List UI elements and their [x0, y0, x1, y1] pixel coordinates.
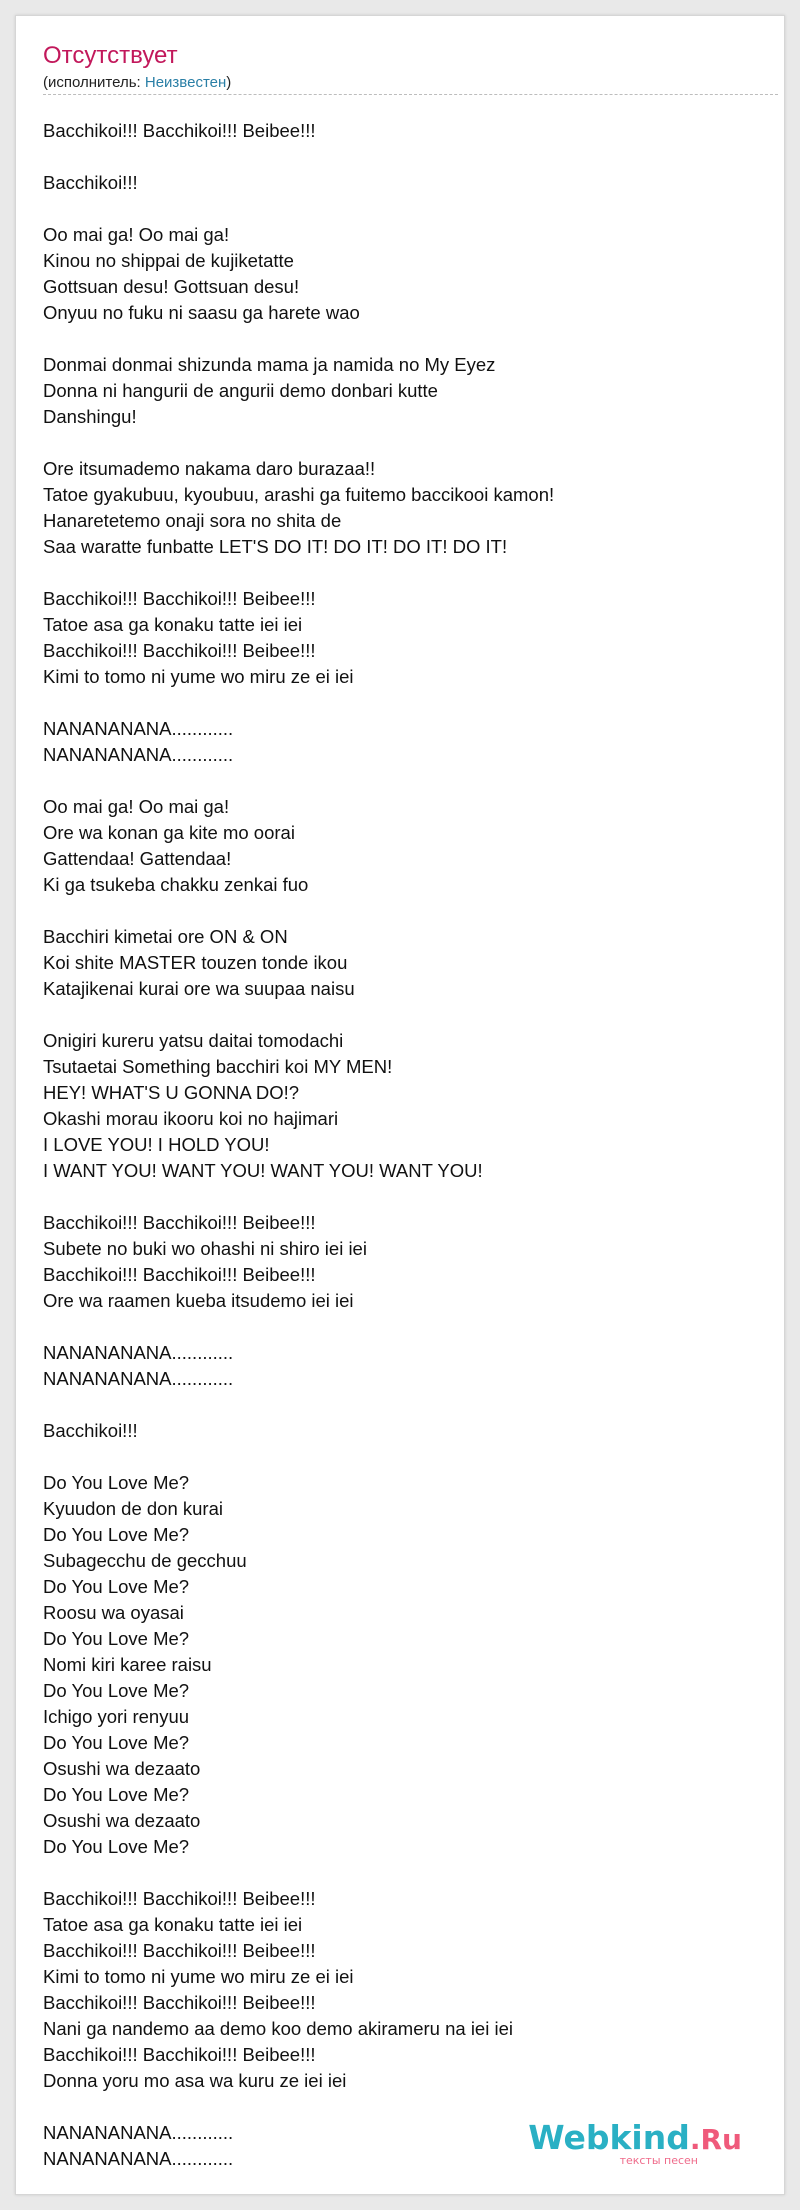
logo-word: Webkind	[528, 2118, 690, 2157]
artist-prefix: (исполнитель:	[43, 74, 145, 91]
lyric-line: Osushi wa dezaato	[43, 1810, 201, 1831]
lyric-line: Do You Love Me?	[43, 1836, 190, 1857]
stanza-gap	[43, 1002, 763, 1028]
lyric-line: Bacchikoi!!! Bacchikoi!!! Beibee!!!	[43, 1940, 316, 1961]
lyric-line: NANANANANA............	[43, 718, 234, 739]
lyric-line: Tatoe asa ga konaku tatte iei iei	[43, 614, 303, 635]
stanza-gap	[43, 196, 763, 222]
stanza-gap	[43, 326, 763, 352]
stanza-gap	[43, 1184, 763, 1210]
lyric-line: Tsutaetai Something bacchiri koi MY MEN!	[43, 1056, 393, 1077]
lyric-line: Bacchikoi!!! Bacchikoi!!! Beibee!!!	[43, 2044, 316, 2065]
lyric-line: Katajikenai kurai ore wa suupaa naisu	[43, 978, 355, 999]
lyric-line: Ore wa konan ga kite mo oorai	[43, 822, 295, 843]
lyric-line: Osushi wa dezaato	[43, 1758, 201, 1779]
stanza-gap	[43, 144, 763, 170]
lyric-line: Gottsuan desu! Gottsuan desu!	[43, 276, 300, 297]
lyric-line: NANANANANA............	[43, 1368, 234, 1389]
lyric-line: Bacchikoi!!! Bacchikoi!!! Beibee!!!	[43, 1888, 316, 1909]
lyric-line: Bacchikoi!!! Bacchikoi!!! Beibee!!!	[43, 1992, 316, 2013]
artist-line	[43, 73, 231, 93]
lyric-line: Donmai donmai shizunda mama ja namida no My Eyez	[43, 354, 496, 375]
lyric-line: Do You Love Me?	[43, 1732, 190, 1753]
lyric-line: Bacchikoi!!! Bacchikoi!!! Beibee!!!	[43, 588, 316, 609]
lyric-line: Ore itsumademo nakama daro burazaa!!	[43, 458, 376, 479]
lyric-line: Ore wa raamen kueba itsudemo iei iei	[43, 1290, 354, 1311]
lyric-line: Donna ni hangurii de angurii demo donbari kutte	[43, 380, 438, 401]
lyric-line: Kyuudon de don kurai	[43, 1498, 223, 1519]
lyric-line: Bacchikoi!!! Bacchikoi!!! Beibee!!!	[43, 120, 316, 141]
lyric-line: NANANANANA............	[43, 2148, 234, 2169]
lyric-line: Okashi morau ikooru koi no hajimari	[43, 1108, 339, 1129]
logo-tagline: тексты песен	[619, 2154, 698, 2167]
lyric-line: NANANANANA............	[43, 1342, 234, 1363]
stanza-gap	[43, 2094, 763, 2120]
stanza-gap	[43, 1444, 763, 1470]
lyric-line: Bacchikoi!!!	[43, 1420, 138, 1441]
stanza-gap	[43, 430, 763, 456]
logo-wordmark	[528, 2118, 742, 2157]
artist-link[interactable]: Неизвестен	[144, 74, 227, 91]
stanza-gap	[43, 560, 763, 586]
stanza-gap	[43, 898, 763, 924]
lyric-line: Nomi kiri karee raisu	[43, 1654, 212, 1675]
lyric-line: Bacchikoi!!! Bacchikoi!!! Beibee!!!	[43, 640, 316, 661]
lyric-line: Kinou no shippai de kujiketatte	[43, 250, 294, 271]
lyric-line: Bacchikoi!!! Bacchikoi!!! Beibee!!!	[43, 1212, 316, 1233]
logo-tld: .Ru	[689, 2123, 742, 2156]
lyric-line: Subagecchu de gecchuu	[43, 1550, 247, 1571]
stanza-gap	[43, 1392, 763, 1418]
lyric-line: Subete no buki wo ohashi ni shiro iei iei	[43, 1238, 367, 1259]
lyric-line: Gattendaa! Gattendaa!	[43, 848, 232, 869]
lyric-line: Do You Love Me?	[43, 1576, 190, 1597]
lyric-line: Do You Love Me?	[43, 1628, 190, 1649]
lyric-line: NANANANANA............	[43, 2122, 234, 2143]
lyric-line: Roosu wa oyasai	[43, 1602, 184, 1623]
lyric-line: I LOVE YOU! I HOLD YOU!	[43, 1134, 270, 1155]
lyric-line: Tatoe gyakubuu, kyoubuu, arashi ga fuitemo baccikooi kamon!	[43, 484, 555, 505]
lyric-line: Do You Love Me?	[43, 1472, 190, 1493]
song-title: Отсутствует	[43, 42, 178, 69]
site-logo[interactable]	[528, 2118, 742, 2167]
lyrics-card	[15, 15, 785, 2195]
lyric-line: Do You Love Me?	[43, 1524, 190, 1545]
lyric-line: Do You Love Me?	[43, 1680, 190, 1701]
lyric-line: Nani ga nandemo aa demo koo demo akirameru na iei iei	[43, 2018, 513, 2039]
lyric-line: Danshingu!	[43, 406, 137, 427]
lyric-line: Onyuu no fuku ni saasu ga harete wao	[43, 302, 360, 323]
lyric-line: Kimi to tomo ni yume wo miru ze ei iei	[43, 666, 354, 687]
header-divider	[43, 94, 778, 95]
lyric-line: Koi shite MASTER touzen tonde ikou	[43, 952, 348, 973]
lyric-line: Oo mai ga! Oo mai ga!	[43, 796, 230, 817]
lyric-line: Ichigo yori renyuu	[43, 1706, 190, 1727]
artist-suffix: )	[226, 74, 232, 91]
lyric-line: Bacchiri kimetai ore ON & ON	[43, 926, 288, 947]
stanza-gap	[43, 1860, 763, 1886]
lyric-line: Hanaretetemo onaji sora no shita de	[43, 510, 342, 531]
lyric-line: Oo mai ga! Oo mai ga!	[43, 224, 230, 245]
stanza-gap	[43, 690, 763, 716]
lyric-line: Do You Love Me?	[43, 1784, 190, 1805]
lyric-line: Donna yoru mo asa wa kuru ze iei iei	[43, 2070, 347, 2091]
lyric-line: NANANANANA............	[43, 744, 234, 765]
lyrics-body	[43, 118, 763, 2172]
lyric-line: I WANT YOU! WANT YOU! WANT YOU! WANT YOU!	[43, 1160, 483, 1181]
lyric-line: Tatoe asa ga konaku tatte iei iei	[43, 1914, 303, 1935]
lyric-line: Saa waratte funbatte LET'S DO IT! DO IT! DO IT! DO IT!	[43, 536, 508, 557]
lyric-line: HEY! WHAT'S U GONNA DO!?	[43, 1082, 300, 1103]
lyric-line: Bacchikoi!!!	[43, 172, 138, 193]
lyric-line: Onigiri kureru yatsu daitai tomodachi	[43, 1030, 344, 1051]
stanza-gap	[43, 1314, 763, 1340]
lyric-line: Kimi to tomo ni yume wo miru ze ei iei	[43, 1966, 354, 1987]
lyric-line: Bacchikoi!!! Bacchikoi!!! Beibee!!!	[43, 1264, 316, 1285]
lyric-line: Ki ga tsukeba chakku zenkai fuo	[43, 874, 309, 895]
stanza-gap	[43, 768, 763, 794]
